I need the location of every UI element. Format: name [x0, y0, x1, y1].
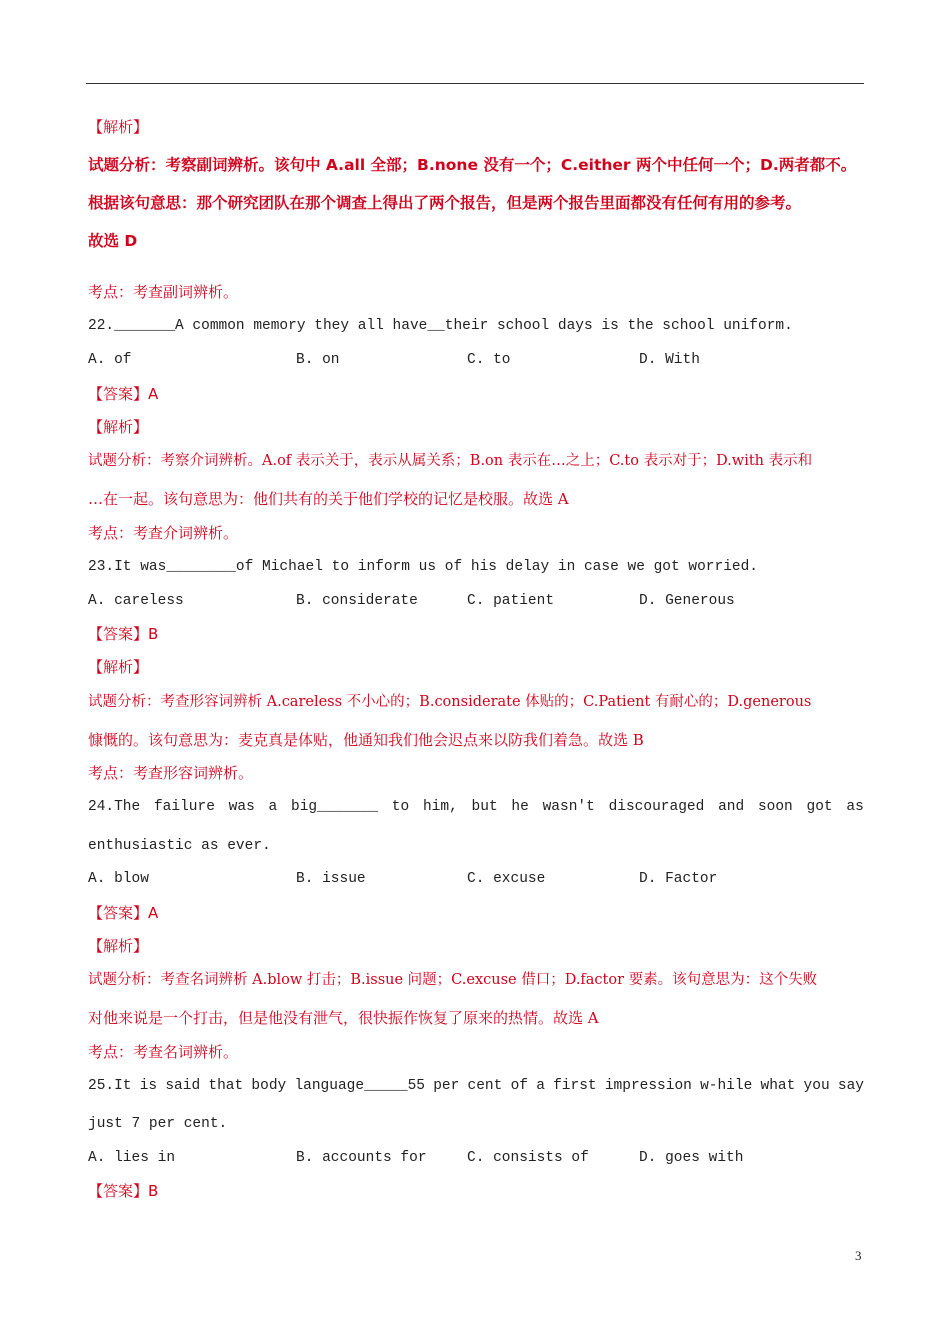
q21-jiexi-label: 【解析】 [88, 118, 149, 136]
q24-word: wasn't [542, 799, 595, 815]
q25-word: impression [604, 1078, 692, 1094]
q25-word: first [553, 1078, 597, 1094]
q21-analysis-line3: 故选 D [88, 232, 138, 250]
q25-word: language_____55 [294, 1078, 425, 1094]
q23-stem: 23.It was________of Michael to inform us of his delay in case we got worried. [88, 559, 759, 575]
q23-option-d: D. Generous [639, 593, 735, 609]
q24-word: he [511, 799, 529, 815]
q23-kaodian: 考点：考查形容词辨析。 [88, 764, 254, 782]
q25-stem-line1 [88, 1076, 864, 1096]
q24-word: 24.The [88, 799, 141, 815]
q21-kaodian: 考点：考查副词辨析。 [88, 283, 239, 301]
q24-stem-line1 [88, 797, 864, 817]
q25-word: w-hile [700, 1078, 753, 1094]
q23-analysis-line1: 试题分析：考查形容词辨析 A.careless 不小心的；B.considerate 体贴的；C.Patient 有耐心的；D.generous [88, 694, 812, 710]
q22-option-c: C. to [467, 352, 511, 368]
q25-word: per [433, 1078, 460, 1094]
q24-word: failure [153, 799, 215, 815]
q24-word: big_______ [291, 799, 379, 815]
q22-kaodian: 考点：考查介词辨析。 [88, 524, 239, 542]
q25-word: is [139, 1078, 158, 1094]
q25-word: of [510, 1078, 528, 1094]
q25-word: body [251, 1078, 287, 1094]
q23-option-a: A. careless [88, 593, 184, 609]
q22-stem: 22._______A common memory they all have__their school days is the school uniform. [88, 318, 793, 334]
q24-word: was [228, 799, 255, 815]
q24-analysis-line1: 试题分析：考查名词辨析 A.blow 打击；B.issue 问题；C.excuse 借口；D.factor 要素。该句意思为：这个失败 [88, 972, 818, 988]
q24-word: but [471, 799, 498, 815]
q25-option-d: D. goes with [639, 1150, 744, 1166]
page-number: 3 [855, 1248, 862, 1263]
q25-word: 25.It [88, 1078, 132, 1094]
q24-word: as [846, 799, 864, 815]
q25-word: you [803, 1078, 830, 1094]
q25-option-b: B. accounts for [296, 1150, 427, 1166]
q25-word: that [208, 1078, 244, 1094]
q22-analysis-line2: …在一起。该句意思为：他们共有的关于他们学校的记忆是校服。故选 A [88, 490, 569, 508]
q22-option-b: B. on [296, 352, 340, 368]
q24-word: and [718, 799, 745, 815]
q24-word: to [391, 799, 410, 815]
header-rule [86, 83, 864, 84]
q24-word: got [806, 799, 833, 815]
q22-analysis-line1: 试题分析：考察介词辨析。A.of 表示关于，表示从属关系；B.on 表示在…之上；C.to 表示对于；D.with 表示和 [88, 453, 813, 469]
q25-answer: 【答案】B [88, 1182, 159, 1200]
q24-option-d: D. Factor [639, 871, 718, 887]
q24-analysis-line2: 对他来说是一个打击，但是他没有泄气，很快振作恢复了原来的热情。故选 A [88, 1009, 599, 1027]
q23-analysis-line2: 慷慨的。该句意思为：麦克真是体贴，他通知我们他会迟点来以防我们着急。故选 B [88, 731, 644, 749]
q24-kaodian: 考点：考查名词辨析。 [88, 1043, 239, 1061]
q24-option-b: B. issue [296, 871, 366, 887]
q22-jiexi-label: 【解析】 [88, 418, 149, 436]
q24-word: discouraged [608, 799, 705, 815]
q24-word: a [268, 799, 278, 815]
q23-answer: 【答案】B [88, 625, 159, 643]
q21-analysis-line2: 根据该句意思：那个研究团队在那个调查上得出了两个报告，但是两个报告里面都没有任何有用的参考。 [88, 194, 802, 212]
q25-word: said [165, 1078, 201, 1094]
q23-option-c: C. patient [467, 593, 555, 609]
q24-option-c: C. excuse [467, 871, 546, 887]
q25-word: a [536, 1078, 545, 1094]
q24-stem-line2: enthusiastic as ever. [88, 838, 271, 854]
q22-answer: 【答案】A [88, 385, 159, 403]
q21-analysis-line1: 试题分析：考察副词辨析。该句中 A.all 全部；B.none 没有一个；C.either 两个中任何一个；D.两者都不。 [88, 156, 857, 174]
q25-stem-line2: just 7 per cent. [88, 1116, 228, 1132]
q22-option-d: D. With [639, 352, 700, 368]
q23-jiexi-label: 【解析】 [88, 658, 149, 676]
q25-word: say [837, 1078, 864, 1094]
q24-word: him, [422, 799, 458, 815]
q24-option-a: A. blow [88, 871, 149, 887]
q25-option-c: C. consists of [467, 1150, 589, 1166]
q24-word: soon [757, 799, 793, 815]
q24-answer: 【答案】A [88, 904, 159, 922]
q22-option-a: A. of [88, 352, 132, 368]
q25-word: cent [467, 1078, 503, 1094]
q24-jiexi-label: 【解析】 [88, 937, 149, 955]
q23-option-b: B. considerate [296, 593, 418, 609]
q25-word: what [760, 1078, 796, 1094]
q25-option-a: A. lies in [88, 1150, 176, 1166]
